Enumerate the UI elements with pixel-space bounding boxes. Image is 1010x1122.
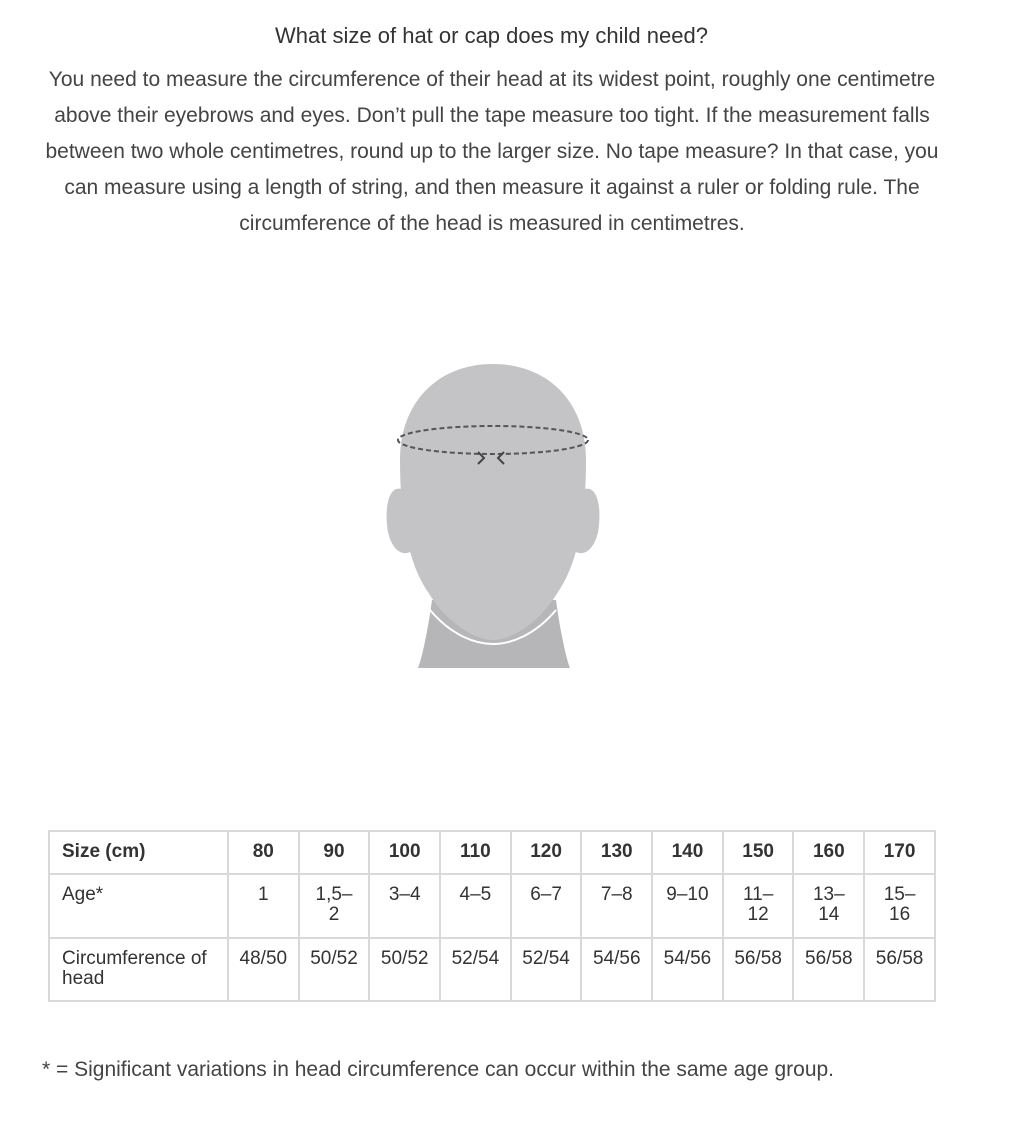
age-value: 1 <box>258 884 269 905</box>
size-row <box>49 831 935 874</box>
age-cell <box>299 874 370 938</box>
circumference-cell: 54/56 <box>581 938 652 1001</box>
circumference-cell: 50/52 <box>299 938 370 1001</box>
size-cell: 100 <box>369 831 440 874</box>
age-value: 11–12 <box>742 884 774 925</box>
age-cell <box>793 874 864 938</box>
age-value: 3–4 <box>388 884 421 905</box>
head-shape <box>400 364 586 640</box>
age-value: 1,5–2 <box>315 884 353 925</box>
age-cell <box>440 874 511 938</box>
circumference-row <box>49 938 935 1001</box>
age-value: 4–5 <box>459 884 492 905</box>
size-cell: 80 <box>228 831 299 874</box>
size-chart-table <box>48 830 936 1002</box>
size-cell: 130 <box>581 831 652 874</box>
footnote: * = Significant variations in head circumference can occur within the same age group. <box>42 1058 835 1081</box>
head-measurement-icon <box>380 360 606 684</box>
age-row <box>49 874 935 938</box>
size-cell: 140 <box>652 831 723 874</box>
age-value: 9–10 <box>666 884 709 905</box>
age-cell <box>581 874 652 938</box>
size-cell: 160 <box>793 831 864 874</box>
age-cell <box>369 874 440 938</box>
page-heading: What size of hat or cap does my child need? <box>275 23 708 48</box>
size-cell: 170 <box>864 831 935 874</box>
size-cell: 120 <box>511 831 582 874</box>
size-cell: 110 <box>440 831 511 874</box>
circumference-cell: 48/50 <box>228 938 299 1001</box>
age-cell <box>511 874 582 938</box>
age-cell <box>864 874 935 938</box>
age-value: 7–8 <box>600 884 633 905</box>
circumference-cell: 56/58 <box>793 938 864 1001</box>
circumference-cell: 54/56 <box>652 938 723 1001</box>
circumference-cell: 56/58 <box>723 938 794 1001</box>
age-cell <box>228 874 299 938</box>
circumference-cell: 52/54 <box>511 938 582 1001</box>
age-row-label: Age* <box>49 874 228 938</box>
size-cell: 150 <box>723 831 794 874</box>
age-value: 6–7 <box>530 884 562 905</box>
circumference-cell: 50/52 <box>369 938 440 1001</box>
age-value: 13–14 <box>812 884 845 925</box>
age-cell <box>723 874 794 938</box>
size-cell: 90 <box>299 831 370 874</box>
age-value: 15–16 <box>883 884 916 925</box>
size-row-label: Size (cm) <box>49 831 228 874</box>
age-cell <box>652 874 723 938</box>
circumference-row-label: Circumference of head <box>49 938 228 1001</box>
circumference-cell: 52/54 <box>440 938 511 1001</box>
intro-paragraph: You need to measure the circumference of their head at its widest point, roughly one centimetre above their eyebrows and eyes. Don’t pull the tape measure too tight. If the measurement falls between two whole centimetres, round up to the larger size. No tape measure? In that case, you can measure using a length of string, and then measure it against a ruler or folding rule. The circumference of the head is measured in centimetres. <box>45 68 939 235</box>
circumference-cell: 56/58 <box>864 938 935 1001</box>
